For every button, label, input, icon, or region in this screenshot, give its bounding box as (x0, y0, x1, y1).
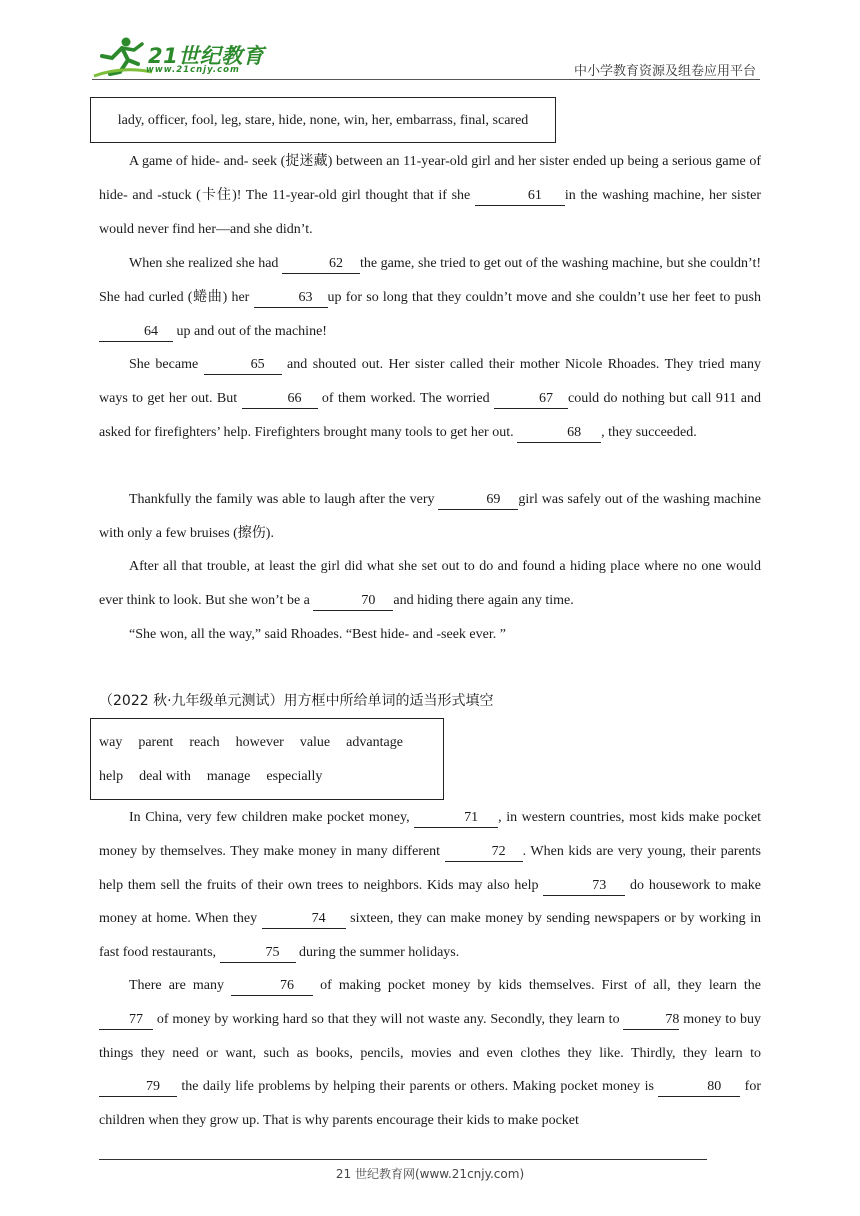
header-divider (92, 79, 760, 80)
word-value: value (299, 735, 331, 750)
blank-68[interactable]: 68 (517, 424, 601, 443)
word-however: however (235, 735, 284, 750)
word-especially: especially (266, 769, 323, 784)
paragraph-5: After all that trouble, at least the girl did what she set out to do and found a hiding place where no one would ever think to look. But she won’t be a 70 and hiding there again any time. (99, 550, 761, 618)
word-box-2 (90, 718, 444, 800)
paragraph-3: She became 65 and shouted out. Her sister called their mother Nicole Rhoades. They tried many ways to get her out. But 66 of them worked. The worried 67 could do nothing but call 911 and asked for firefighters’ help. Firefighters brought many tools to get her out. 68 , they succeeded. (99, 348, 761, 449)
blank-61[interactable]: 61 (475, 187, 565, 206)
blank-74[interactable]: 74 (262, 910, 346, 929)
word-deal-with: deal with (139, 769, 191, 784)
word-box-2-row-1 (99, 735, 403, 751)
blank-71[interactable]: 71 (414, 809, 498, 828)
word-box-2-row-2 (99, 769, 338, 785)
blank-79[interactable]: 79 (99, 1078, 177, 1097)
blank-73[interactable]: 73 (543, 877, 625, 896)
blank-78[interactable]: 78 (623, 1011, 679, 1030)
blank-76[interactable]: 76 (231, 977, 313, 996)
blank-77[interactable]: 77 (99, 1011, 153, 1030)
word-help: help (99, 769, 124, 784)
word-reach: reach (189, 735, 220, 750)
paragraph-4: Thankfully the family was able to laugh after the very 69 girl was safely out of the washing machine with only a few bruises (擦伤). (99, 492, 761, 541)
paragraph-2: When she realized she had 62 the game, she tried to get out of the washing machine, but she couldn’t! She had curled (蜷曲) her 63 up for so long that they couldn’t move and she couldn’t use her feet to push 64 up and out of the machine! (99, 247, 761, 348)
blank-66[interactable]: 66 (242, 390, 318, 409)
logo-text: 21世纪教育 (148, 44, 265, 68)
blank-64[interactable]: 64 (99, 323, 173, 342)
word-box-1: lady, officer, fool, leg, stare, hide, none, win, her, embarrass, final, scared (90, 97, 556, 143)
word-advantage: advantage (346, 735, 403, 750)
footer-text: 21 世纪教育网(www.21cnjy.com) (335, 1167, 525, 1181)
word-way: way (99, 735, 123, 750)
footer-divider (99, 1159, 707, 1160)
paragraph-7: In China, very few children make pocket money, 71 , in western countries, most kids make pocket money by themselves. They make money in many different 72 . When kids are very young, their parents help them sell the fruits of their own trees to neighbors. Kids may also help 73 do housework to make money at home. When they 74 sixteen, they can make money by sending newspapers or by working in fast food restaurants, 75 during the summer holidays. (99, 801, 761, 970)
blank-80[interactable]: 80 (658, 1078, 740, 1097)
blank-75[interactable]: 75 (220, 944, 296, 963)
paragraph-8: There are many 76 of making pocket money by kids themselves. First of all, they learn the 77 of money by working hard so that they will not waste any. Secondly, they learn to 78 money to buy things they need or want, such as books, pencils, movies and even clothes they like. Thirdly, they learn to 79 the daily life problems by helping their parents or others. Making pocket money is 80 for children when they grow up. That is why parents encourage their kids to make pocket (99, 978, 761, 1129)
blank-69[interactable]: 69 (438, 491, 518, 510)
paragraph-1: A game of hide- and- seek (捉迷藏) between an 11-year-old girl and her sister ended up being a serious game of hide- and -stuck (卡住)! The 11-year-old girl thought that if she 61 in the washing machine, her sister would never find her—and she didn’t. (99, 154, 761, 237)
blank-67[interactable]: 67 (494, 390, 568, 409)
blank-62[interactable]: 62 (282, 255, 360, 274)
blank-65[interactable]: 65 (204, 356, 282, 375)
blank-70[interactable]: 70 (313, 592, 393, 611)
paragraph-6: “She won, all the way,” said Rhoades. “Best hide- and -seek ever. ” (129, 627, 506, 642)
blank-72[interactable]: 72 (445, 843, 523, 862)
section-2-heading: （2022 秋·九年级单元测试）用方框中所给单词的适当形式填空 (99, 693, 494, 709)
header-platform-text: 中小学教育资源及组卷应用平台 (573, 64, 756, 79)
logo-url: www.21cnjy.com (146, 65, 240, 75)
word-manage: manage (206, 769, 251, 784)
blank-63[interactable]: 63 (254, 289, 328, 308)
word-parent: parent (138, 735, 174, 750)
